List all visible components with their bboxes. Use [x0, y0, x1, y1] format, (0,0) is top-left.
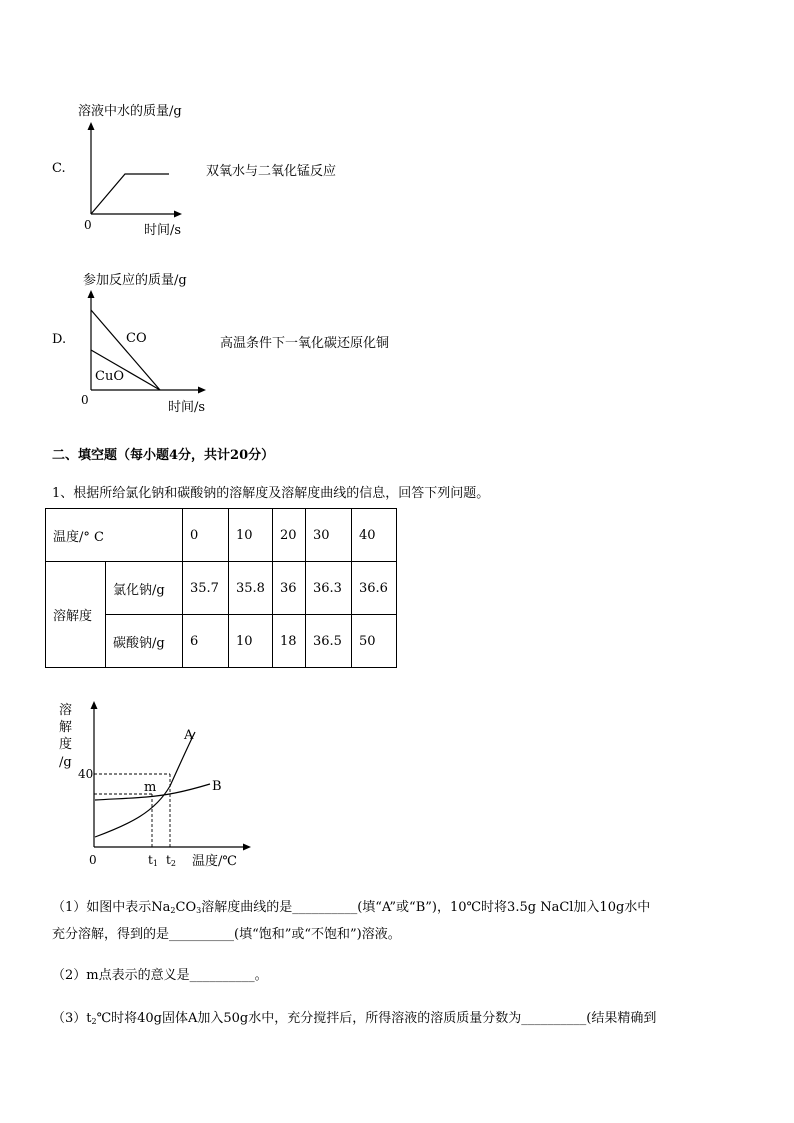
- table-cell: 40: [352, 509, 397, 562]
- option-c-letter: C.: [52, 161, 66, 176]
- table-cell: 30: [306, 509, 352, 562]
- table-cell: 50: [352, 615, 397, 668]
- table-cell: 36.6: [352, 562, 397, 615]
- graph-x-arrow: [243, 844, 251, 851]
- graph-y-arrow: [91, 701, 98, 709]
- table-cell: 0: [183, 509, 229, 562]
- solubility-graph: [50, 694, 270, 874]
- option-d-y-arrow: [88, 290, 95, 298]
- option-d-description: 高温条件下一氧化碳还原化铜: [220, 336, 390, 351]
- graph-t1-label: t1: [148, 853, 158, 868]
- table-cell: 36: [273, 562, 306, 615]
- question1-intro: 1、根据所给氯化钠和碳酸钠的溶解度及溶解度曲线的信息，回答下列问题。: [52, 486, 490, 501]
- option-d-ylabel: 参加反应的质量/g: [83, 273, 187, 288]
- table-cell: 35.8: [229, 562, 273, 615]
- option-c-origin: 0: [84, 218, 92, 232]
- table-cell: 10: [229, 615, 273, 668]
- graph-ylabel-char: 解: [59, 720, 73, 735]
- subquestion-2: （2）m点表示的意义是__________。: [52, 968, 268, 983]
- subquestion-1-line1: （1）如图中表示$Na_2CO_3$溶解度曲线的是__________(填“A”或“B”)，10℃时将3.5g NaCl加入10g水中: [52, 900, 651, 915]
- subquestion-3: $(3)t_2℃$时将40g固体A加入50g水中，充分搅拌后，所得溶液的溶质质量分数为__________(结果精确到: [52, 1011, 657, 1026]
- graph-point-m: m: [144, 780, 157, 795]
- option-d-letter: D.: [52, 332, 67, 347]
- graph-origin: 0: [89, 853, 97, 867]
- option-d-x-arrow: [198, 387, 206, 394]
- solubility-table: [45, 508, 397, 668]
- option-c-x-arrow: [174, 211, 182, 218]
- graph-ylabel-char: 溶: [59, 703, 73, 718]
- option-d-co-label: CO: [126, 331, 147, 346]
- option-c-xlabel: 时间/s: [144, 223, 182, 238]
- graph-y-tick: 40: [78, 767, 94, 781]
- option-c-curve: [91, 174, 169, 214]
- graph-label-b: B: [212, 779, 222, 794]
- row-name: 氯化钠/g: [106, 562, 183, 615]
- option-c-description: 双氧水与二氧化锰反应: [206, 164, 337, 179]
- option-c-y-arrow: [88, 122, 95, 130]
- table-cell: 6: [183, 615, 229, 668]
- table-row: [46, 562, 397, 615]
- solubility-label: 溶解度: [46, 562, 106, 668]
- table-cell: 18: [273, 615, 306, 668]
- table-cell: 35.7: [183, 562, 229, 615]
- option-d-cuo-label: CuO: [95, 369, 124, 384]
- graph-label-a: A: [184, 728, 194, 743]
- table-cell: 36.5: [306, 615, 352, 668]
- subquestion-1-line2: 充分溶解，得到的是__________(填“饱和”或“不饱和”)溶液。: [52, 927, 401, 942]
- section-title: 二、填空题（每小题4分，共计20分）: [52, 448, 275, 463]
- graph-ylabel-char: 度: [59, 737, 73, 752]
- graph-xlabel: 温度/℃: [192, 854, 237, 869]
- temp-header: 温度/° C: [46, 509, 183, 562]
- table-cell: 36.3: [306, 562, 352, 615]
- option-c-ylabel: 溶液中水的质量/g: [78, 104, 182, 119]
- table-cell: 20: [273, 509, 306, 562]
- option-d-origin: 0: [81, 393, 89, 407]
- table-cell: 10: [229, 509, 273, 562]
- graph-ylabel-char: /g: [59, 755, 72, 770]
- row-name: 碳酸钠/g: [106, 615, 183, 668]
- option-d-xlabel: 时间/s: [168, 400, 206, 415]
- graph-t2-label: t2: [166, 853, 176, 868]
- table-row: [46, 509, 397, 562]
